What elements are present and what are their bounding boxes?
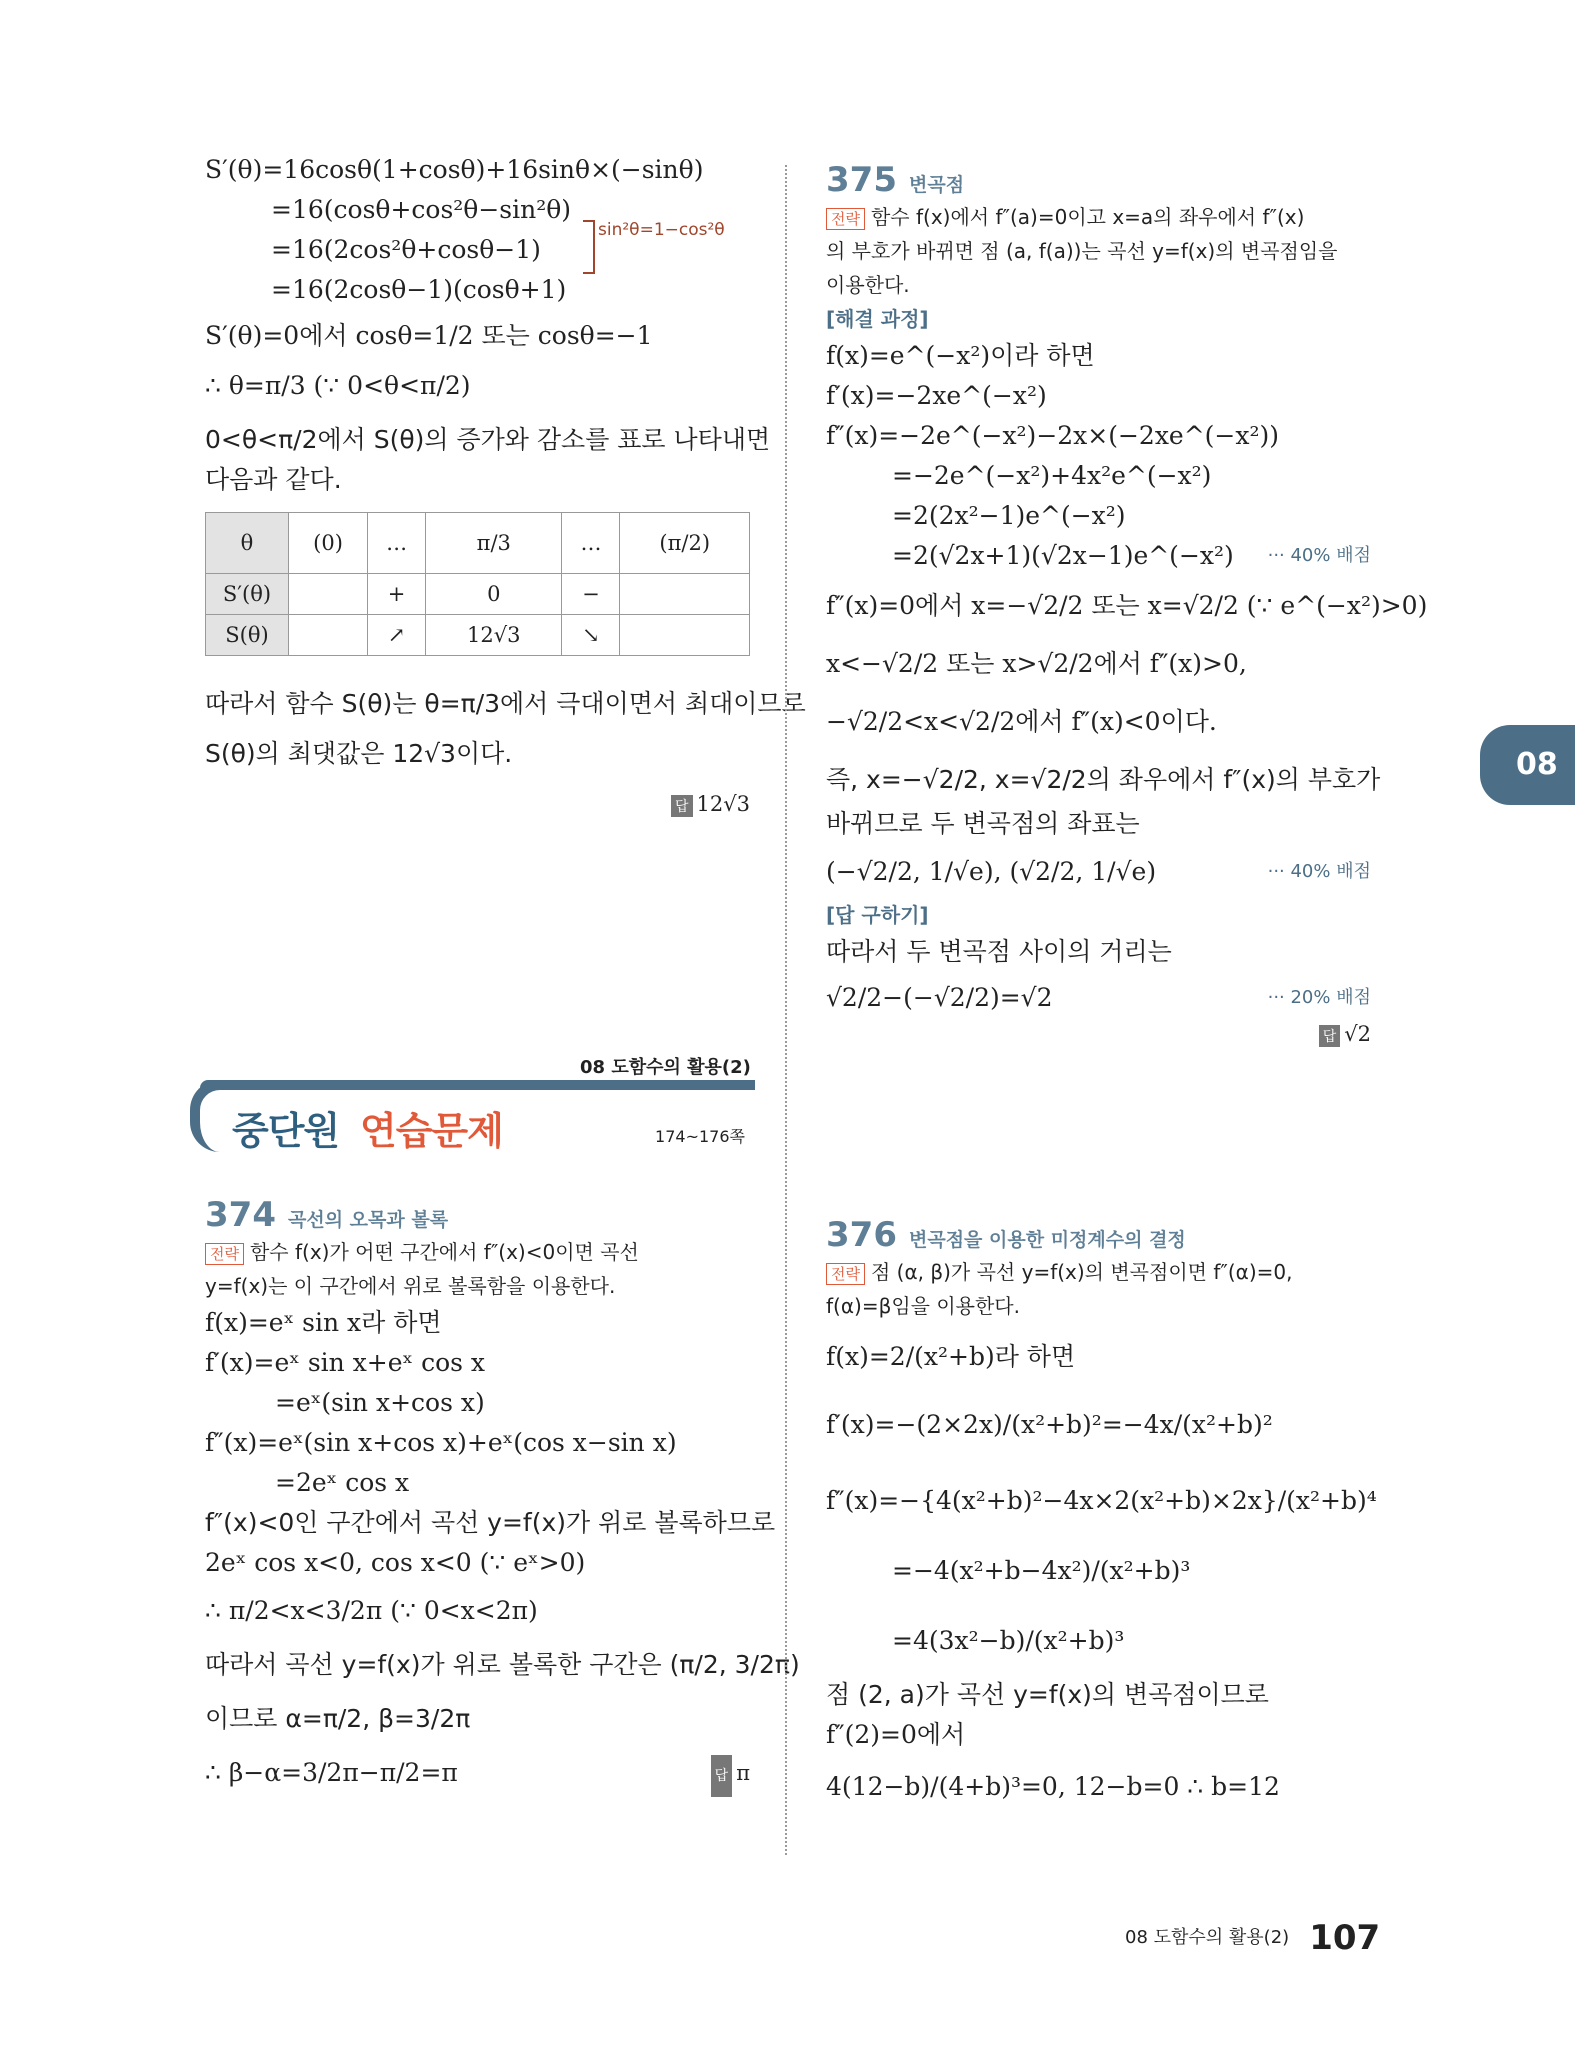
problem-375	[826, 160, 1428, 1047]
eq-line: =2(2x²−1)e^(−x²)	[892, 501, 1126, 530]
eq-line: f(x)=eˣ sin x라 하면	[205, 1308, 442, 1337]
text-line: 따라서 함수 S(θ)는 θ=π/3에서 극대이면서 최대이므로	[205, 689, 806, 718]
eq-line	[826, 852, 1371, 892]
note-bracket	[583, 220, 595, 274]
table-cell: (π/2)	[620, 513, 750, 574]
problem-title: 변곡점을 이용한 미정계수의 결정	[908, 1229, 1186, 1251]
eq-line	[826, 536, 1371, 576]
text-line: 따라서 곡선 y=f(x)가 위로 볼록한 구간은 (π/2, 3/2π)	[205, 1650, 800, 1679]
table-cell: ↗	[368, 615, 426, 656]
table-cell: 12√3	[426, 615, 562, 656]
banner-bar	[200, 1080, 755, 1090]
problem-374	[205, 1195, 800, 1797]
problem-number: 376	[826, 1215, 897, 1255]
eq-text: =2(√2x+1)(√2x−1)e^(−x²)	[892, 541, 1234, 570]
strategy-tag: 전략	[826, 208, 865, 230]
eq-line: =16(2cosθ−1)(cosθ+1)	[271, 275, 567, 304]
text-line: 다음과 같다.	[205, 465, 342, 494]
eq-line: =2eˣ cos x	[275, 1468, 410, 1497]
problem-title: 곡선의 오목과 볼록	[287, 1209, 449, 1231]
problem-376	[826, 1215, 1377, 1807]
column-divider	[785, 165, 787, 1855]
answer-label: 답	[711, 1755, 733, 1797]
footer-chapter: 08 도함수의 활용(2)	[1125, 1927, 1290, 1948]
section-label: [해결 과정]	[826, 307, 929, 331]
left-column	[205, 150, 806, 817]
text-line: 점 (2, a)가 곡선 y=f(x)의 변곡점이므로	[826, 1680, 1269, 1709]
banner-pages: 174~176쪽	[655, 1127, 745, 1146]
eq-line: f′(x)=−(2×2x)/(x²+b)²=−4x/(x²+b)²	[826, 1410, 1273, 1439]
banner-title-2: 연습문제	[360, 1109, 503, 1153]
table-cell: θ	[206, 513, 289, 574]
chapter-number: 08	[1516, 747, 1558, 782]
answer-value: π	[736, 1761, 750, 1785]
table-cell: S(θ)	[206, 615, 289, 656]
eq-line: f(x)=e^(−x²)이라 하면	[826, 341, 1095, 370]
section-header: 08 도함수의 활용(2)	[580, 1057, 751, 1078]
answer-value: 12√3	[696, 792, 750, 816]
table-cell: +	[368, 574, 426, 615]
page-number: 107	[1309, 1918, 1381, 1958]
eq-line: f″(x)=−2e^(−x²)−2x×(−2xe^(−x²))	[826, 421, 1279, 450]
eq-line: ∴ π/2<x<3/2π (∵ 0<x<2π)	[205, 1596, 538, 1625]
eq-line: x<−√2/2 또는 x>√2/2에서 f″(x)>0,	[826, 649, 1247, 678]
eq-line: =16(2cos²θ+cosθ−1)	[271, 235, 541, 264]
eq-line: −√2/2<x<√2/2에서 f″(x)<0이다.	[826, 707, 1217, 736]
strategy-text: 함수 f(x)에서 f″(a)=0이고 x=a의 좌우에서 f″(x)	[870, 205, 1305, 229]
answer-value: √2	[1344, 1022, 1371, 1046]
score: ··· 40% 배점	[1267, 545, 1371, 566]
strategy-tag: 전략	[826, 1263, 865, 1285]
eq-line	[826, 978, 1371, 1018]
increase-decrease-table	[205, 512, 750, 656]
text-line: 따라서 두 변곡점 사이의 거리는	[826, 937, 1172, 966]
table-cell: (0)	[289, 513, 368, 574]
score: ··· 40% 배점	[1267, 861, 1371, 882]
chapter-side-tab	[1480, 725, 1575, 805]
eq-line: ∴ θ=π/3 (∵ 0<θ<π/2)	[205, 371, 471, 400]
table-cell: 0	[426, 574, 562, 615]
table-cell	[289, 615, 368, 656]
problem-number: 375	[826, 160, 897, 200]
table-cell: S′(θ)	[206, 574, 289, 615]
sin-note: sin²θ=1−cos²θ	[598, 220, 725, 240]
eq-line: 4(12−b)/(4+b)³=0, 12−b=0 ∴ b=12	[826, 1772, 1280, 1801]
strategy-text: f(α)=β임을 이용한다.	[826, 1294, 1020, 1318]
table-cell	[620, 574, 750, 615]
text-line: 0<θ<π/2에서 S(θ)의 증가와 감소를 표로 나타내면	[205, 425, 771, 454]
table-cell	[289, 574, 368, 615]
eq-line: f′(x)=eˣ sin x+eˣ cos x	[205, 1348, 486, 1377]
eq-line: =−2e^(−x²)+4x²e^(−x²)	[892, 461, 1212, 490]
eq-text: √2/2−(−√2/2)=√2	[826, 983, 1053, 1012]
table-cell: ↘	[562, 615, 620, 656]
problem-number: 374	[205, 1195, 276, 1235]
strategy-text: 점 (α, β)가 곡선 y=f(x)의 변곡점이면 f″(α)=0,	[870, 1260, 1293, 1284]
answer	[826, 1022, 1371, 1047]
eq-line	[205, 1753, 750, 1793]
eq-line: =eˣ(sin x+cos x)	[275, 1388, 485, 1417]
banner-title-1: 중단원	[232, 1109, 340, 1153]
problem-title: 변곡점	[908, 174, 965, 196]
text-line: 이므로 α=π/2, β=3/2π	[205, 1704, 471, 1733]
table-cell	[620, 615, 750, 656]
page-footer	[1125, 1918, 1380, 1958]
strategy-text: y=f(x)는 이 구간에서 위로 볼록함을 이용한다.	[205, 1274, 616, 1298]
eq-line: f(x)=2/(x²+b)라 하면	[826, 1342, 1076, 1371]
eq-text: ∴ β−α=3/2π−π/2=π	[205, 1758, 458, 1787]
text-line: 바뀌므로 두 변곡점의 좌표는	[826, 809, 1140, 838]
eq-text: (−√2/2, 1/√e), (√2/2, 1/√e)	[826, 857, 1157, 886]
table-cell: π/3	[426, 513, 562, 574]
strategy-text: 의 부호가 바뀌면 점 (a, f(a))는 곡선 y=f(x)의 변곡점임을	[826, 239, 1338, 263]
eq-line: f″(2)=0에서	[826, 1720, 966, 1749]
eq-line: 2eˣ cos x<0, cos x<0 (∵ eˣ>0)	[205, 1548, 586, 1577]
strategy-tag: 전략	[205, 1243, 244, 1265]
table-cell: …	[368, 513, 426, 574]
section-label: [답 구하기]	[826, 903, 929, 927]
eq-line: =−4(x²+b−4x²)/(x²+b)³	[892, 1556, 1191, 1585]
answer	[205, 792, 750, 817]
table-cell: −	[562, 574, 620, 615]
eq-line: f′(x)=−2xe^(−x²)	[826, 381, 1047, 410]
strategy-text: 이용한다.	[826, 273, 910, 297]
text-line: S(θ)의 최댓값은 12√3이다.	[205, 739, 513, 768]
text-line: f″(x)<0인 구간에서 곡선 y=f(x)가 위로 볼록하므로	[205, 1508, 776, 1537]
answer-label: 답	[671, 795, 693, 817]
section-banner	[190, 1080, 755, 1158]
text-line: 즉, x=−√2/2, x=√2/2의 좌우에서 f″(x)의 부호가	[826, 765, 1381, 794]
eq-line: =4(3x²−b)/(x²+b)³	[892, 1626, 1125, 1655]
eq-line: f″(x)=−{4(x²+b)²−4x×2(x²+b)×2x}/(x²+b)⁴	[826, 1486, 1377, 1515]
strategy-text: 함수 f(x)가 어떤 구간에서 f″(x)<0이면 곡선	[249, 1240, 639, 1264]
score: ··· 20% 배점	[1267, 987, 1371, 1008]
eq-line: S′(θ)=0에서 cosθ=1/2 또는 cosθ=−1	[205, 321, 653, 350]
banner-curve	[190, 1080, 228, 1152]
answer-label: 답	[1319, 1025, 1341, 1047]
eq-line: f″(x)=eˣ(sin x+cos x)+eˣ(cos x−sin x)	[205, 1428, 677, 1457]
table-cell: …	[562, 513, 620, 574]
eq-line: f″(x)=0에서 x=−√2/2 또는 x=√2/2 (∵ e^(−x²)>0)	[826, 591, 1428, 620]
eq-line: =16(cosθ+cos²θ−sin²θ)	[271, 195, 572, 224]
eq-line: S′(θ)=16cosθ(1+cosθ)+16sinθ×(−sinθ)	[205, 155, 704, 184]
